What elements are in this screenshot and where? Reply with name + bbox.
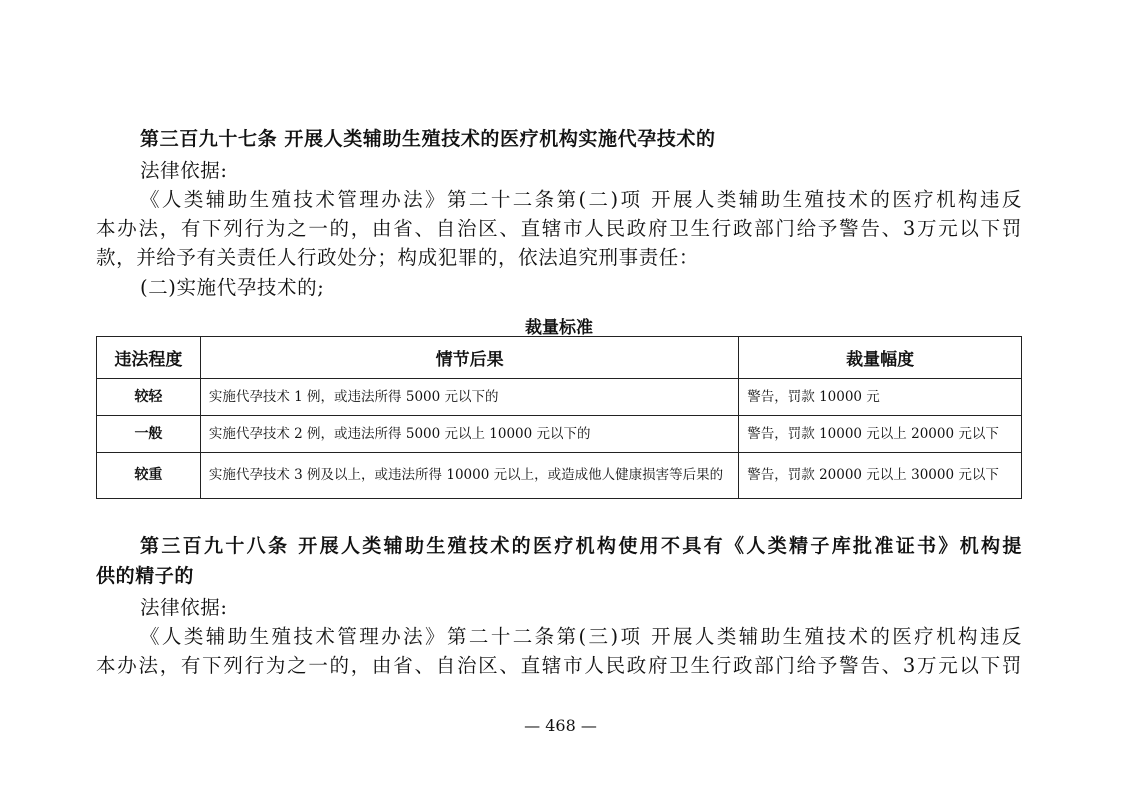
cell-penalty: 警告，罚款 20000 元以上 30000 元以下 xyxy=(739,453,1022,499)
article-397-title: 第三百九十七条 开展人类辅助生殖技术的医疗机构实施代孕技术的 xyxy=(140,128,716,150)
cell-penalty: 警告，罚款 10000 元 xyxy=(739,379,1022,416)
cell-circumstance: 实施代孕技术 1 例，或违法所得 5000 元以下的 xyxy=(200,379,738,416)
article-398-title-line-1: 第三百九十八条 开展人类辅助生殖技术的医疗机构使用不具有《人类精子库批准证书》机构提 xyxy=(140,535,1022,557)
article-398-paragraph-line-1: 《人类辅助生殖技术管理办法》第二十二条第(三)项 开展人类辅助生殖技术的医疗机构违反 xyxy=(140,625,1022,648)
article-397-paragraph-line-2: 本办法，有下列行为之一的，由省、自治区、直辖市人民政府卫生行政部门给予警告、3万元以下罚 xyxy=(96,217,1022,240)
cell-level: 一般 xyxy=(97,416,201,453)
header-penalty-range: 裁量幅度 xyxy=(739,337,1022,379)
table-header-row xyxy=(97,337,1022,379)
table-row xyxy=(97,416,1022,453)
article-397-basis-label: 法律依据: xyxy=(140,159,228,182)
article-398-paragraph-line-2: 本办法，有下列行为之一的，由省、自治区、直辖市人民政府卫生行政部门给予警告、3万元以下罚 xyxy=(96,654,1022,677)
cell-level: 较轻 xyxy=(97,379,201,416)
cell-circumstance: 实施代孕技术 3 例及以上，或违法所得 10000 元以上，或造成他人健康损害等后果的 xyxy=(200,453,738,499)
discretion-table xyxy=(96,336,1022,499)
header-violation-level: 违法程度 xyxy=(97,337,201,379)
article-398-title-line-2: 供的精子的 xyxy=(96,565,195,587)
article-397-item: (二)实施代孕技术的; xyxy=(140,276,325,299)
header-circumstance: 情节后果 xyxy=(200,337,738,379)
table-row xyxy=(97,453,1022,499)
table-row xyxy=(97,379,1022,416)
page-number: — 468 — xyxy=(524,716,597,735)
article-398-basis-label: 法律依据: xyxy=(140,596,228,619)
table-title: 裁量标准 xyxy=(525,318,593,338)
article-397-paragraph-line-3: 款，并给予有关责任人行政处分；构成犯罪的，依法追究刑事责任： xyxy=(96,246,700,269)
cell-circumstance: 实施代孕技术 2 例，或违法所得 5000 元以上 10000 元以下的 xyxy=(200,416,738,453)
article-397-paragraph-line-1: 《人类辅助生殖技术管理办法》第二十二条第(二)项 开展人类辅助生殖技术的医疗机构违反 xyxy=(140,188,1022,211)
cell-level: 较重 xyxy=(97,453,201,499)
cell-penalty: 警告，罚款 10000 元以上 20000 元以下 xyxy=(739,416,1022,453)
